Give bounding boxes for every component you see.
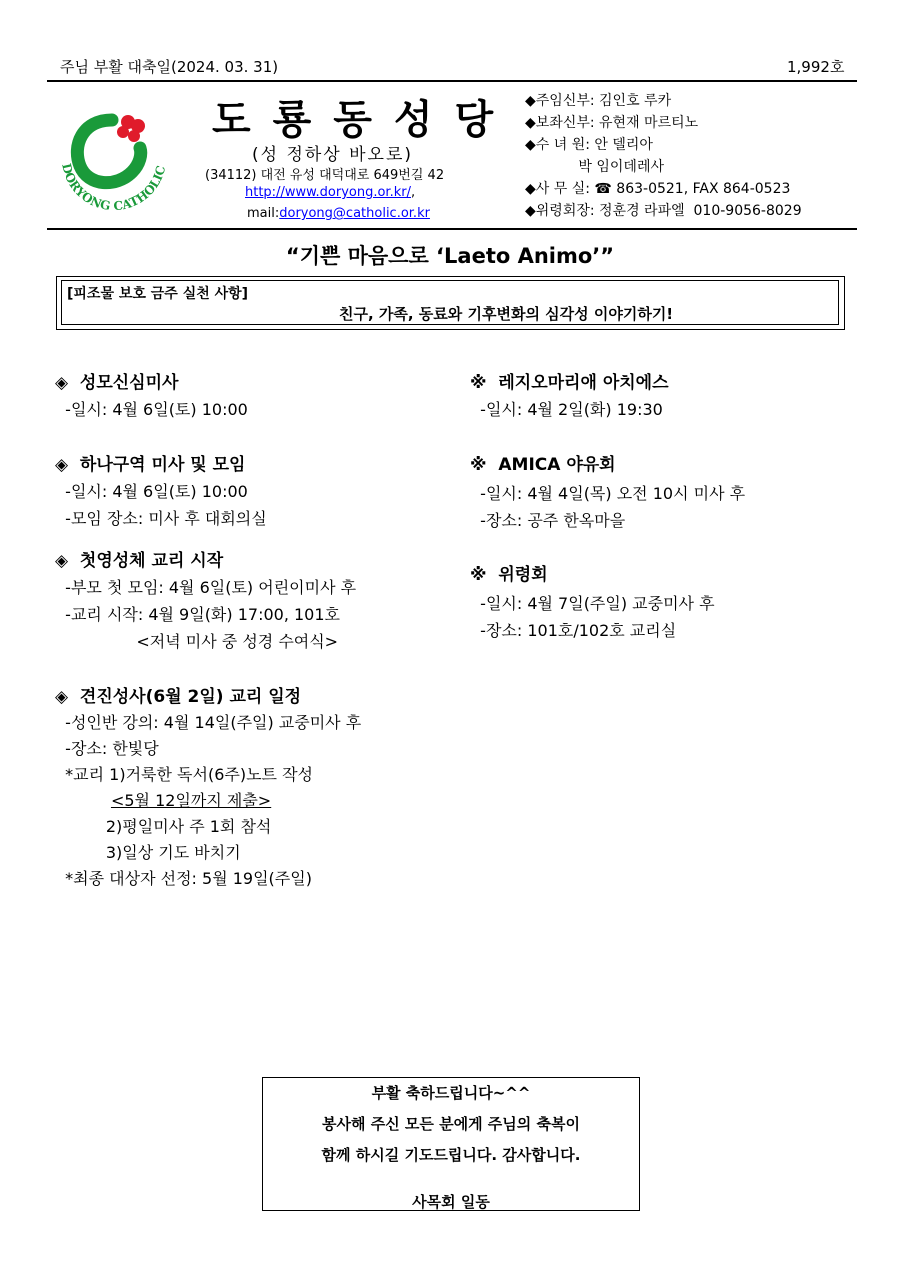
section-line: *최종 대상자 선정: 5월 19일(주일) [55,869,312,888]
date-line: 주님 부활 대축일(2024. 03. 31) [60,58,279,76]
staff-item: ◆사 무 실: ☎ 863-0521, FAX 864-0523 [525,181,791,197]
website-line [245,185,415,200]
mail-label: mail: [247,206,280,221]
section-line: -일시: 4월 6일(토) 10:00 [55,400,248,419]
section-heading: ◈ 첫영성체 교리 시작 [55,551,224,571]
staff-list [525,90,802,222]
motto: “기쁜 마음으로 ‘Laeto Animo’” [285,244,615,268]
section-line: -성인반 강의: 4월 14일(주일) 교중미사 후 [55,713,362,732]
section-line: -장소: 한빛당 [55,739,159,758]
greeting-line: 부활 축하드립니다~^^ [371,1084,531,1102]
patron-saint: (성 정하상 바오로) [252,145,414,165]
section [55,682,455,889]
masthead-rule [47,228,857,230]
logo-text: DORYONG CATHOLIC [59,162,169,214]
section-line [55,788,455,811]
staff-item: ◆위령회장: 정훈경 라파엘 010-9056-8029 [525,203,802,219]
section-line: 3)일상 기도 바치기 [55,843,241,862]
section-heading: ◈ 견진성사(6월 2일) 교리 일정 [55,687,302,707]
greeting-box [262,1077,640,1211]
section-line: -모임 장소: 미사 후 대회의실 [55,509,267,528]
parish-title: 도룡동성당 [212,96,516,143]
top-rule [47,80,857,82]
parish-logo [50,98,175,223]
section-heading: ※ 위령회 [470,565,548,585]
section-line: -장소: 101호/102호 교리실 [470,621,677,640]
section [470,368,860,450]
staff-item: ◆보좌신부: 유현재 마르티노 [525,115,699,131]
mail-line [247,206,430,221]
notice-text: 친구, 가족, 동료와 기후변화의 심각성 이야기하기! [339,305,674,323]
section-heading: ※ AMICA 야유회 [470,455,616,475]
mail-link[interactable]: doryong@catholic.or.kr [279,206,430,221]
greeting-signature: 사목회 일동 [412,1193,490,1211]
section-line: -일시: 4월 7일(주일) 교중미사 후 [470,594,715,613]
notice-label: [피조물 보호 금주 실천 사항] [67,286,249,302]
section-heading: ◈ 하나구역 미사 및 모임 [55,455,246,475]
section [470,560,860,641]
section-line: 2)평일미사 주 1회 참석 [55,817,272,836]
section [55,368,455,450]
section-heading: ※ 레지오마리애 아치에스 [470,373,669,393]
section-line: -일시: 4월 2일(화) 19:30 [470,400,663,419]
section-line: *교리 1)거룩한 독서(6주)노트 작성 [55,765,313,784]
section-line: -일시: 4월 4일(목) 오전 10시 미사 후 [470,484,746,503]
website-link[interactable]: http://www.doryong.or.kr/ [245,185,411,200]
staff-item: ◆주임신부: 김인호 루카 [525,93,672,109]
section-line: -부모 첫 모임: 4월 6일(토) 어린이미사 후 [55,578,357,597]
section [55,450,455,546]
deadline-text: <5월 12일까지 제출> [110,791,272,810]
staff-item: 박 임이데레사 [525,159,664,175]
left-column [55,368,455,889]
address: (34112) 대전 유성 대덕대로 649번길 42 [205,168,445,183]
website-suffix: , [410,185,416,200]
section-line: <저녁 미사 중 성경 수여식> [55,632,339,651]
section-line: -장소: 공주 한옥마을 [470,511,626,530]
section-line: -일시: 4월 6일(토) 10:00 [55,482,248,501]
section-line: -교리 시작: 4월 9일(화) 17:00, 101호 [55,605,340,624]
greeting-line: 봉사해 주신 모든 분에게 주님의 축복이 [322,1115,580,1133]
staff-item: ◆수 녀 원: 안 델리아 [525,137,653,153]
section-heading: ◈ 성모신심미사 [55,373,179,393]
section [470,450,860,560]
right-column [470,368,860,641]
notice-box [56,276,845,330]
section [55,546,455,682]
greeting-line: 함께 하시길 기도드립니다. 감사합니다. [321,1146,581,1164]
issue-number: 1,992호 [787,58,845,76]
